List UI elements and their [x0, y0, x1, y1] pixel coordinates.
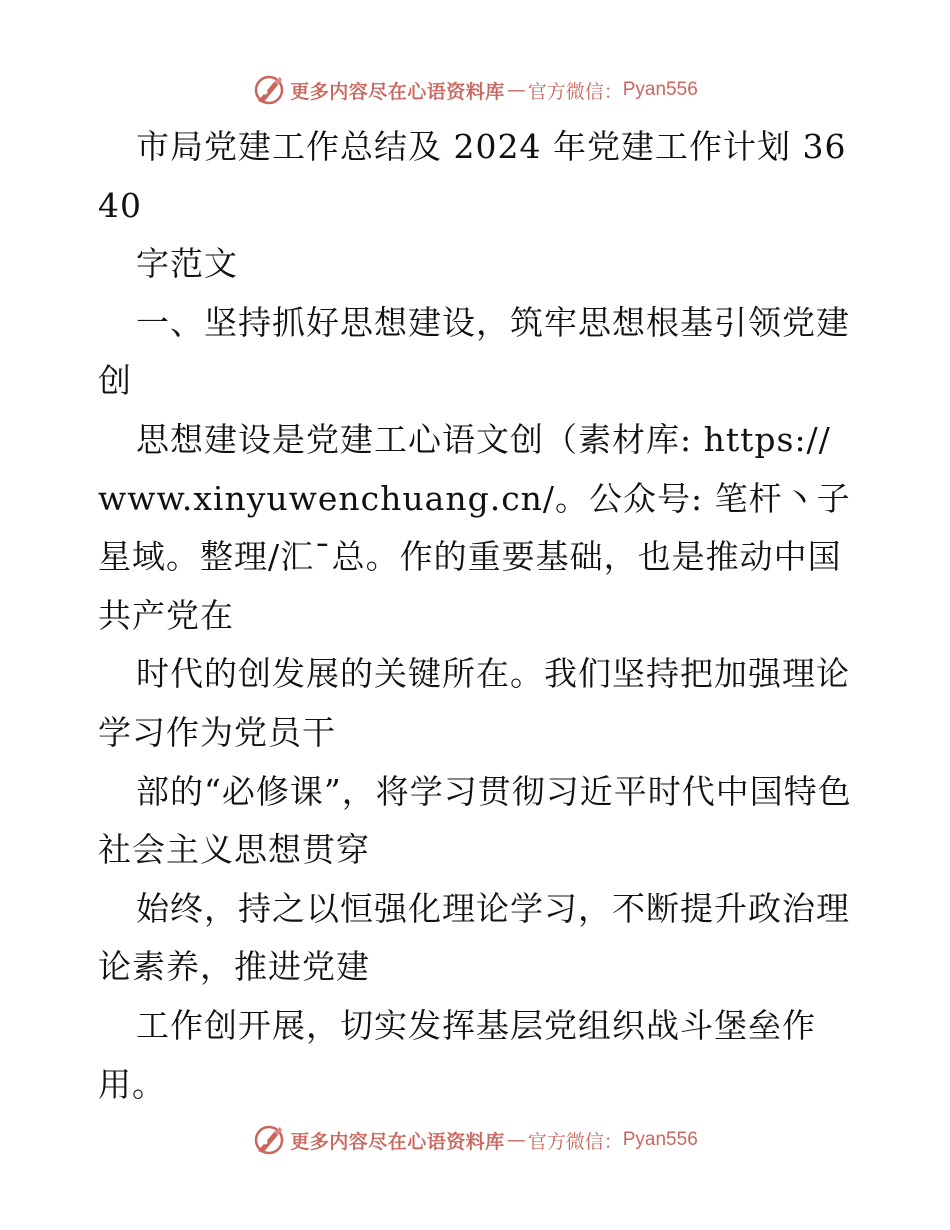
watermark-wechat-id: Pyan556	[622, 79, 698, 100]
watermark-wechat-label: 官方微信：	[527, 80, 623, 103]
watermark-site-text: 更多内容尽在心语资料库	[290, 1130, 505, 1153]
watermark-separator: —	[506, 79, 526, 101]
quill-logo-icon	[252, 1123, 286, 1157]
watermark-wechat-id: Pyan556	[622, 1129, 698, 1150]
document-paragraph: 工作创开展，切实发挥基层党组织战斗堡垒作用。	[98, 1005, 816, 1104]
document-paragraph: 字范文	[136, 244, 238, 284]
watermark-wechat-label: 官方微信：	[527, 1130, 623, 1153]
watermark-separator: —	[506, 1129, 526, 1151]
document-title: 市局党建工作总结及 2024 年党建工作计划 3640	[98, 127, 847, 225]
watermark-banner-bottom	[0, 1122, 950, 1158]
document-paragraph: 时代的创发展的关键所在。我们坚持把加强理论学习作为党员干	[98, 654, 850, 752]
document-paragraph: 部的“必修课”，将学习贯彻习近平时代中国特色社会主义思想贯穿	[98, 771, 852, 870]
document-paragraph: 始终，持之以恒强化理论学习，不断提升政治理论素养，推进党建	[98, 888, 850, 987]
section-heading: 一、坚持抓好思想建设，筑牢思想根基引领党建创	[98, 302, 850, 401]
watermark-site-text: 更多内容尽在心语资料库	[290, 80, 505, 103]
quill-logo-icon	[252, 73, 286, 107]
document-body	[98, 118, 858, 1114]
watermark-banner-top	[0, 72, 950, 108]
document-paragraph: 思想建设是党建工心语文创（素材库: https://www.xinyuwenchuang.cn/。公众号: 笔杆丶子星域。整理/汇¯总。作的重要基础，也是推动中国共产党在	[98, 419, 851, 635]
